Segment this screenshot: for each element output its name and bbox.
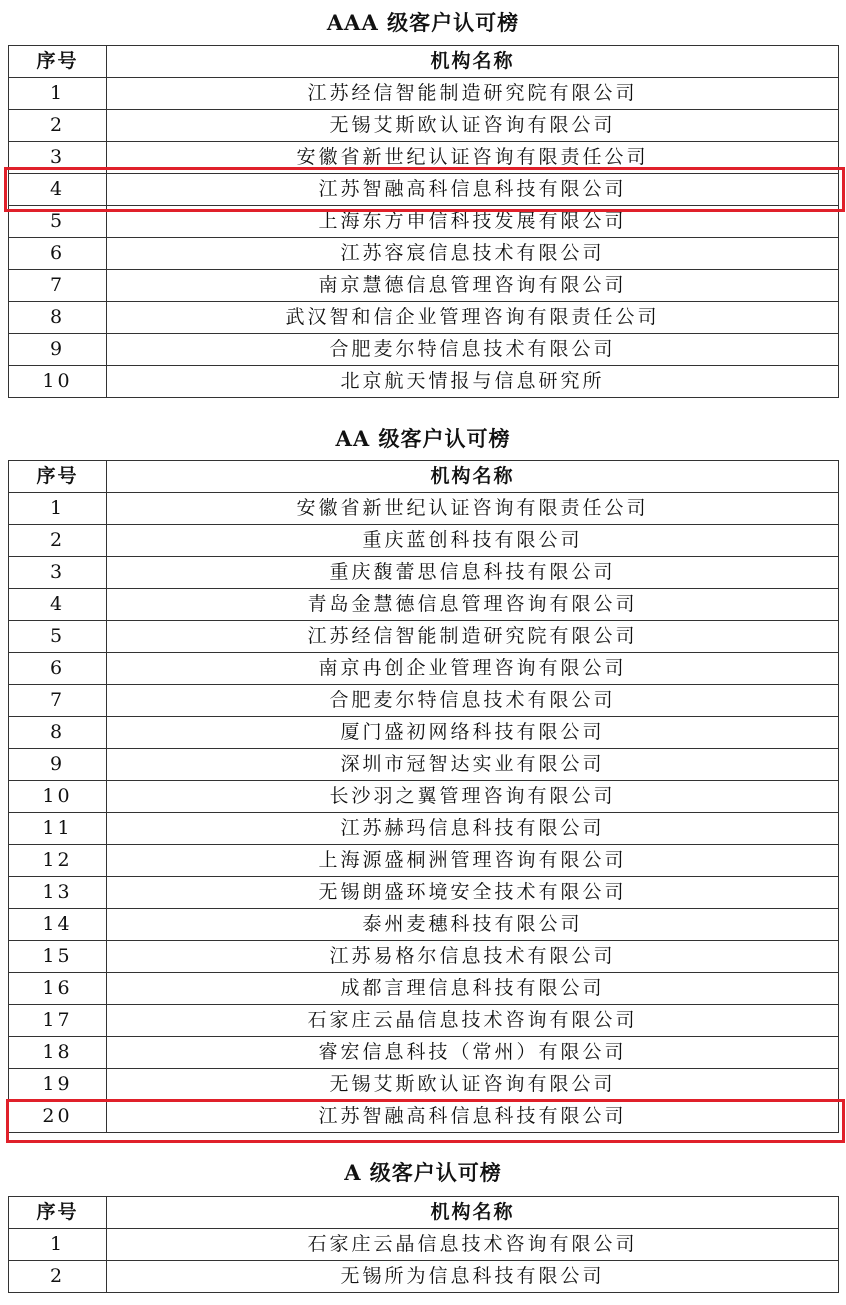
row-no: 19 (9, 1069, 107, 1101)
table-row (9, 941, 839, 973)
table-row (9, 621, 839, 653)
row-no: 4 (9, 174, 107, 206)
column-header-no: 序号 (9, 1197, 107, 1229)
table-row (9, 1005, 839, 1037)
row-name: 无锡所为信息科技有限公司 (107, 1261, 839, 1293)
row-no: 10 (9, 781, 107, 813)
table-row-highlighted (9, 1101, 839, 1133)
table-row (9, 1229, 839, 1261)
table-row (9, 206, 839, 238)
row-name: 厦门盛初网络科技有限公司 (107, 717, 839, 749)
row-name: 睿宏信息科技（常州）有限公司 (107, 1037, 839, 1069)
table-row (9, 1069, 839, 1101)
column-header-no: 序号 (9, 46, 107, 78)
column-header-name: 机构名称 (107, 461, 839, 493)
row-no: 6 (9, 238, 107, 270)
row-no: 17 (9, 1005, 107, 1037)
row-name: 江苏容宸信息技术有限公司 (107, 238, 839, 270)
row-name: 成都言理信息科技有限公司 (107, 973, 839, 1005)
ranking-table-aaa (8, 45, 839, 398)
row-name: 安徽省新世纪认证咨询有限责任公司 (107, 493, 839, 525)
table-row (9, 78, 839, 110)
table-row (9, 366, 839, 398)
table-row (9, 110, 839, 142)
table-row (9, 845, 839, 877)
row-name: 合肥麦尔特信息技术有限公司 (107, 334, 839, 366)
row-no: 8 (9, 717, 107, 749)
row-no: 5 (9, 206, 107, 238)
row-no: 3 (9, 557, 107, 589)
column-header-name: 机构名称 (107, 46, 839, 78)
table-header-row (9, 46, 839, 78)
row-name: 江苏赫玛信息科技有限公司 (107, 813, 839, 845)
row-name: 重庆蓝创科技有限公司 (107, 525, 839, 557)
table-row (9, 781, 839, 813)
row-name: 武汉智和信企业管理咨询有限责任公司 (107, 302, 839, 334)
row-no: 9 (9, 749, 107, 781)
row-name: 青岛金慧德信息管理咨询有限公司 (107, 589, 839, 621)
section-title-a: A 级客户认可榜 (344, 1160, 502, 1185)
row-name: 江苏智融高科信息科技有限公司 (107, 174, 839, 206)
row-no: 6 (9, 653, 107, 685)
row-no: 5 (9, 621, 107, 653)
row-no: 2 (9, 110, 107, 142)
table-row (9, 909, 839, 941)
row-no: 2 (9, 1261, 107, 1293)
table-row (9, 270, 839, 302)
row-no: 3 (9, 142, 107, 174)
table-header-row (9, 461, 839, 493)
table-row (9, 557, 839, 589)
row-name: 江苏智融高科信息科技有限公司 (107, 1101, 839, 1133)
table-row (9, 302, 839, 334)
row-name: 上海源盛桐洲管理咨询有限公司 (107, 845, 839, 877)
table-row (9, 525, 839, 557)
row-no: 9 (9, 334, 107, 366)
row-name: 合肥麦尔特信息技术有限公司 (107, 685, 839, 717)
row-name: 石家庄云晶信息技术咨询有限公司 (107, 1229, 839, 1261)
row-no: 10 (9, 366, 107, 398)
row-name: 泰州麦穗科技有限公司 (107, 909, 839, 941)
row-no: 2 (9, 525, 107, 557)
row-name: 长沙羽之翼管理咨询有限公司 (107, 781, 839, 813)
row-no: 1 (9, 493, 107, 525)
row-name: 无锡艾斯欧认证咨询有限公司 (107, 110, 839, 142)
row-no: 1 (9, 78, 107, 110)
row-name: 深圳市冠智达实业有限公司 (107, 749, 839, 781)
row-no: 11 (9, 813, 107, 845)
row-name: 北京航天情报与信息研究所 (107, 366, 839, 398)
row-name: 江苏经信智能制造研究院有限公司 (107, 621, 839, 653)
table-header-row (9, 1197, 839, 1229)
row-no: 13 (9, 877, 107, 909)
row-name: 上海东方申信科技发展有限公司 (107, 206, 839, 238)
row-no: 8 (9, 302, 107, 334)
ranking-table-aa (8, 460, 839, 1133)
row-no: 15 (9, 941, 107, 973)
column-header-name: 机构名称 (107, 1197, 839, 1229)
row-no: 16 (9, 973, 107, 1005)
row-no: 12 (9, 845, 107, 877)
table-row-highlighted (9, 174, 839, 206)
row-name: 南京冉创企业管理咨询有限公司 (107, 653, 839, 685)
row-name: 重庆馥蕾思信息科技有限公司 (107, 557, 839, 589)
table-row (9, 493, 839, 525)
table-row (9, 717, 839, 749)
table-row (9, 1261, 839, 1293)
row-name: 南京慧德信息管理咨询有限公司 (107, 270, 839, 302)
row-name: 江苏经信智能制造研究院有限公司 (107, 78, 839, 110)
table-row (9, 653, 839, 685)
table-row (9, 589, 839, 621)
table-row (9, 813, 839, 845)
table-row (9, 973, 839, 1005)
row-name: 无锡艾斯欧认证咨询有限公司 (107, 1069, 839, 1101)
table-row (9, 334, 839, 366)
table-row (9, 749, 839, 781)
row-name: 江苏易格尔信息技术有限公司 (107, 941, 839, 973)
row-no: 18 (9, 1037, 107, 1069)
row-no: 4 (9, 589, 107, 621)
table-row (9, 877, 839, 909)
row-no: 20 (9, 1101, 107, 1133)
section-title-aaa: AAA 级客户认可榜 (326, 10, 520, 35)
ranking-table-a (8, 1196, 839, 1293)
table-row (9, 238, 839, 270)
row-no: 7 (9, 685, 107, 717)
row-name: 安徽省新世纪认证咨询有限责任公司 (107, 142, 839, 174)
row-no: 7 (9, 270, 107, 302)
table-row (9, 142, 839, 174)
table-row (9, 1037, 839, 1069)
table-row (9, 685, 839, 717)
row-name: 无锡朗盛环境安全技术有限公司 (107, 877, 839, 909)
row-no: 1 (9, 1229, 107, 1261)
column-header-no: 序号 (9, 461, 107, 493)
row-no: 14 (9, 909, 107, 941)
section-title-aa: AA 级客户认可榜 (335, 426, 511, 451)
row-name: 石家庄云晶信息技术咨询有限公司 (107, 1005, 839, 1037)
